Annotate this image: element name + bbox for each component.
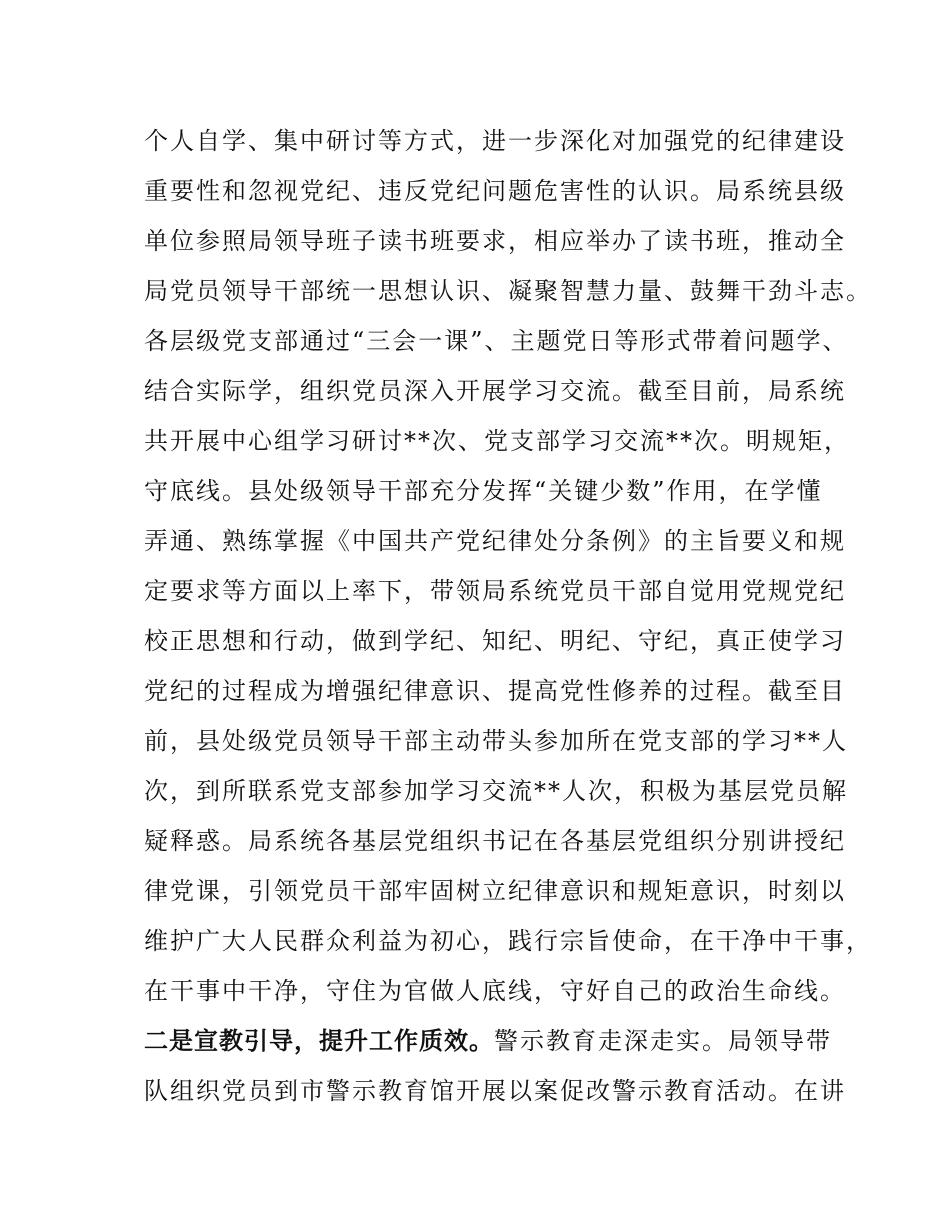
paragraph-line: 队组织党员到市警示教育馆开展以案促改警示教育活动。在讲 <box>144 1077 846 1105</box>
paragraph-line: 党纪的过程成为增强纪律意识、提高党性修养的过程。截至目 <box>144 677 846 705</box>
section-heading: 二是宣教引导，提升工作质效。 <box>144 1027 494 1055</box>
paragraph-line: 疑释惑。局系统各基层党组织书记在各基层党组织分别讲授纪 <box>144 827 846 855</box>
paragraph-line: 校正思想和行动，做到学纪、知纪、明纪、守纪，真正使学习 <box>144 627 846 655</box>
paragraph-line: 定要求等方面以上率下，带领局系统党员干部自觉用党规党纪 <box>144 577 846 605</box>
paragraph-line: 结合实际学，组织党员深入开展学习交流。截至目前，局系统 <box>144 377 846 405</box>
paragraph-line: 单位参照局领导班子读书班要求，相应举办了读书班，推动全 <box>144 227 846 255</box>
paragraph-line: 守底线。县处级领导干部充分发挥“关键少数”作用，在学懂 <box>144 477 823 505</box>
paragraph-line: 局党员领导干部统一思想认识、凝聚智慧力量、鼓舞干劲斗志。 <box>144 277 872 305</box>
paragraph-line: 各层级党支部通过“三会一课”、主题党日等形式带着问题学、 <box>144 327 849 355</box>
paragraph-line: 前，县处级党员领导干部主动带头参加所在党支部的学习**人 <box>144 727 848 755</box>
paragraph-line: 次，到所联系党支部参加学习交流**人次，积极为基层党员解 <box>144 777 848 805</box>
paragraph-line: 重要性和忽视党纪、违反党纪问题危害性的认识。局系统县级 <box>144 177 846 205</box>
paragraph-line: 在干事中干净，守住为官做人底线，守好自己的政治生命线。 <box>144 977 846 1005</box>
section-heading-line <box>144 1023 844 1059</box>
paragraph-line: 律党课，引领党员干部牢固树立纪律意识和规矩意识，时刻以 <box>144 877 846 905</box>
section-heading-continuation: 警示教育走深走实。局领导带 <box>494 1027 832 1055</box>
paragraph-line: 弄通、熟练掌握《中国共产党纪律处分条例》的主旨要义和规 <box>144 527 846 555</box>
paragraph-line: 共开展中心组学习研讨**次、党支部学习交流**次。明规矩， <box>144 427 850 455</box>
paragraph-line: 个人自学、集中研讨等方式，进一步深化对加强党的纪律建设 <box>144 127 846 155</box>
paragraph-line: 维护广大人民群众利益为初心，践行宗旨使命，在干净中干事， <box>144 927 872 955</box>
